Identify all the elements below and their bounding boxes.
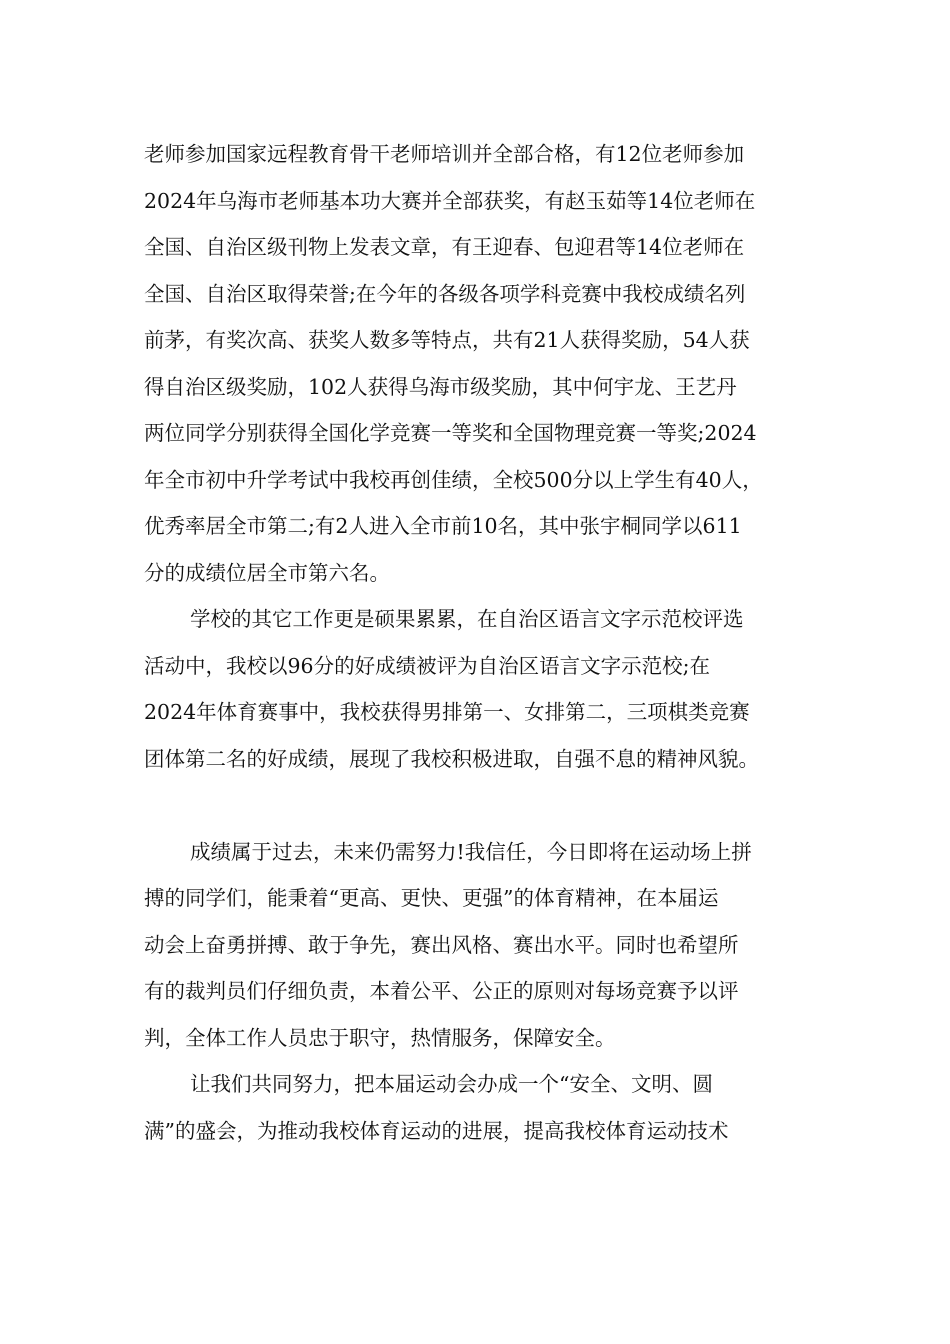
paragraph-gap bbox=[144, 782, 824, 829]
paragraph-closing bbox=[144, 1061, 824, 1154]
text-line: 老师参加国家远程教育骨干老师培训并全部合格，有12位老师参加 bbox=[144, 142, 745, 166]
paragraph-future bbox=[144, 829, 824, 1062]
paragraph-other-work bbox=[144, 596, 824, 782]
text-line: 活动中，我校以96分的好成绩被评为自治区语言文字示范校;在 bbox=[144, 653, 710, 678]
text-line: 得自治区级奖励，102人获得乌海市级奖励，其中何宇龙、王艺丹 bbox=[144, 374, 737, 399]
text-line: 满”的盛会，为推动我校体育运动的进展，提高我校体育运动技术 bbox=[144, 1118, 729, 1143]
document-body bbox=[144, 131, 824, 1154]
text-line: 两位同学分别获得全国化学竞赛一等奖和全国物理竞赛一等奖;2024 bbox=[144, 421, 757, 445]
text-line: 判，全体工作人员忠于职守，热情服务，保障安全。 bbox=[144, 1025, 616, 1050]
text-line: 前茅，有奖次高、获奖人数多等特点，共有21人获得奖励，54人获 bbox=[144, 328, 750, 352]
text-line: 让我们共同努力，把本届运动会办成一个“安全、文明、圆 bbox=[190, 1072, 713, 1096]
text-line: 有的裁判员们仔细负责，本着公平、公正的原则对每场竞赛予以评 bbox=[144, 979, 739, 1003]
text-line: 搏的同学们，能秉着“更高、更快、更强”的体育精神，在本届运 bbox=[144, 886, 719, 910]
paragraph-achievements bbox=[144, 131, 824, 596]
text-line: 成绩属于过去，未来仍需努力!我信任，今日即将在运动场上拼 bbox=[190, 839, 752, 864]
text-line: 2024年体育赛事中，我校获得男排第一、女排第二，三项棋类竞赛 bbox=[144, 700, 750, 724]
text-line: 团体第二名的好成绩，展现了我校积极进取，自强不息的精神风貌。 bbox=[144, 746, 759, 771]
text-line: 动会上奋勇拼搏、敢于争先，赛出风格、赛出水平。同时也希望所 bbox=[144, 932, 739, 957]
text-line: 优秀率居全市第二;有2人进入全市前10名，其中张宇桐同学以611 bbox=[144, 514, 742, 538]
text-line: 分的成绩位居全市第六名。 bbox=[144, 560, 390, 585]
text-line: 学校的其它工作更是硕果累累，在自治区语言文字示范校评选 bbox=[190, 607, 744, 631]
text-line: 全国、自治区取得荣誉;在今年的各级各项学科竞赛中我校成绩名列 bbox=[144, 281, 746, 306]
text-line: 全国、自治区级刊物上发表文章，有王迎春、包迎君等14位老师在 bbox=[144, 235, 745, 259]
text-line: 2024年乌海市老师基本功大赛并全部获奖，有赵玉茹等14位老师在 bbox=[144, 188, 756, 213]
text-line: 年全市初中升学考试中我校再创佳绩，全校500分以上学生有40人， bbox=[144, 467, 763, 492]
